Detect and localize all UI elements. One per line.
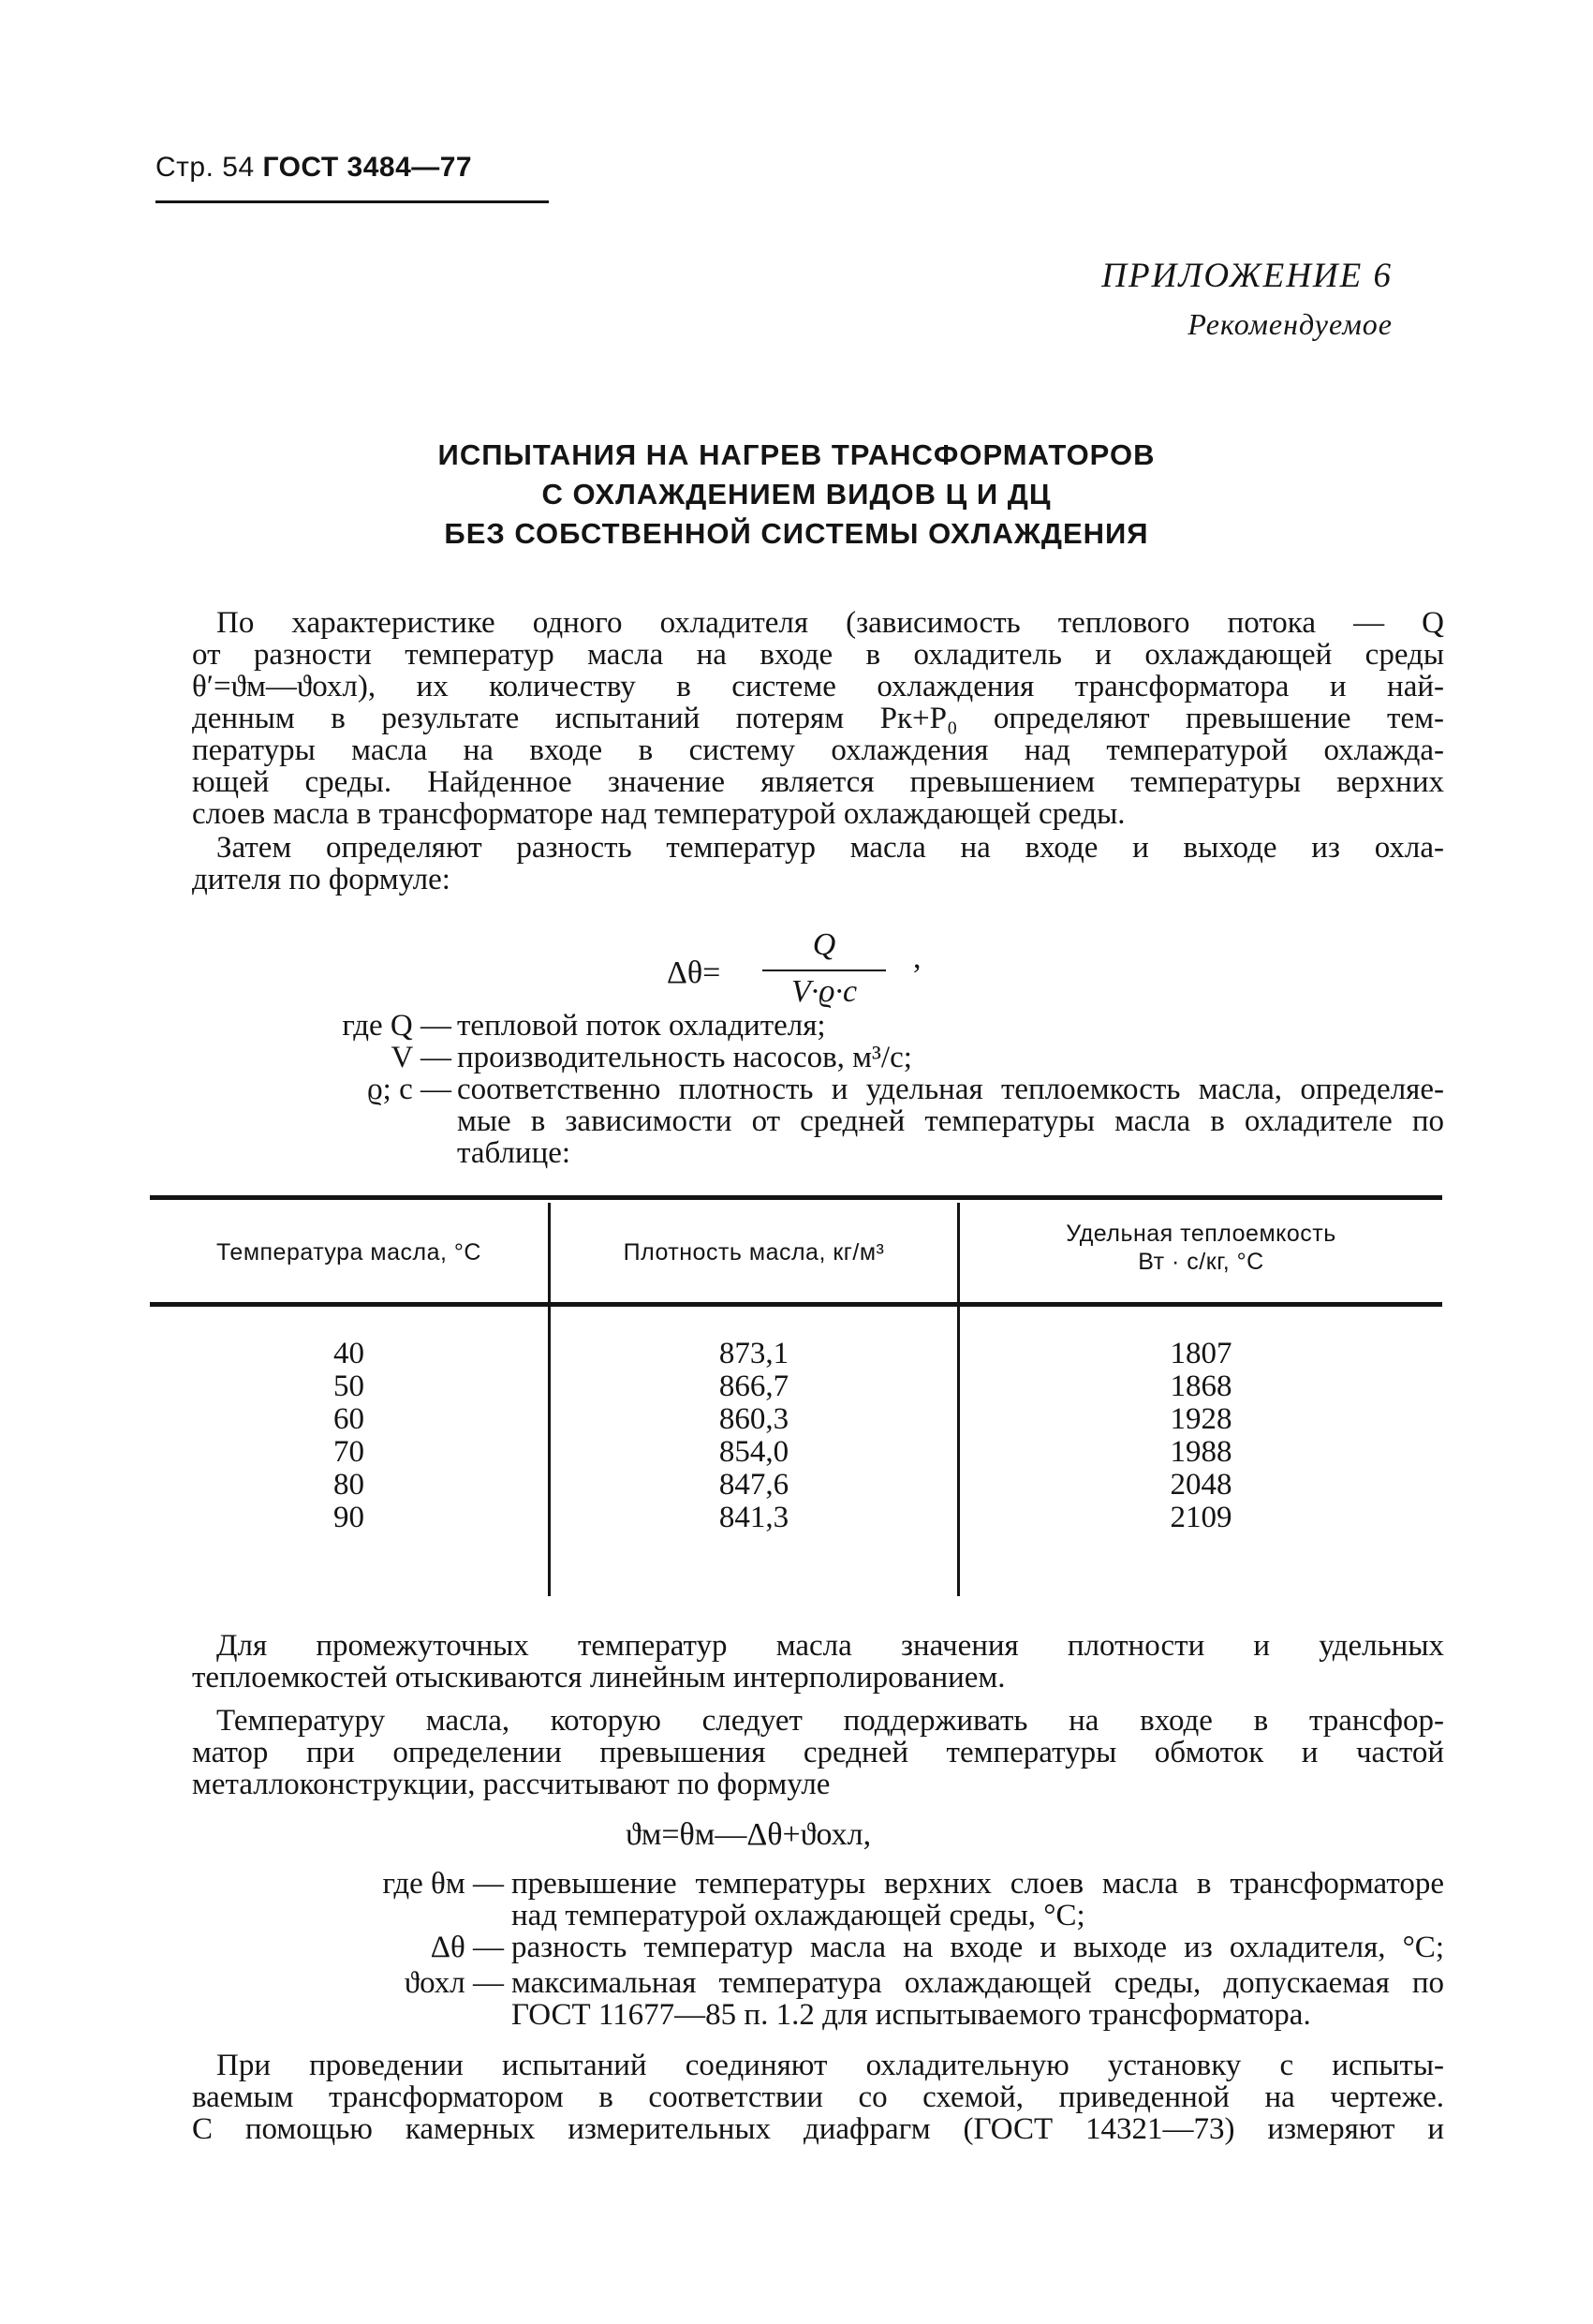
where-row <box>155 1999 1444 2031</box>
where-symbol: где θм — <box>382 1867 504 1901</box>
where-text: таблице: <box>457 1136 571 1170</box>
text-line: При проведении испытаний соединяют охладительную установку с испыты- <box>216 2049 1444 2082</box>
where-row <box>155 1010 1444 1042</box>
where-text: разность температур масла на входе и выходе из охладителя, °С; <box>511 1931 1444 1964</box>
where-symbol: где Q — <box>342 1009 451 1043</box>
text-line: металлоконструкции, рассчитывают по формуле <box>192 1768 831 1801</box>
formula-2: ϑм=θм—Δθ+ϑохл, <box>626 1817 872 1852</box>
where-text: над температурой охлаждающей среды, °С; <box>511 1899 1085 1932</box>
table-cell: 873,1 <box>718 1337 789 1370</box>
text-line: По характеристике одного охладителя (зависимость теплового потока — Q <box>216 606 1444 640</box>
where-list-2 <box>155 1868 1444 2031</box>
table-cell: 70 <box>333 1435 364 1469</box>
text-line: С помощью камерных измерительных диафрагм (ГОСТ 14321—73) измеряют и <box>192 2112 1444 2146</box>
text-line: Для промежуточных температур масла значения плотности и удельных <box>216 1629 1444 1663</box>
table-header-rule <box>150 1302 1442 1307</box>
table-cell: 854,0 <box>718 1435 789 1469</box>
table-header-density: Плотность масла, кг/м³ <box>623 1239 885 1266</box>
text-line: денным в результате испытаний потерям Pк+P₀ определяют превышение тем- <box>192 702 1444 735</box>
text-line: слоев масла в трансформаторе над температурой охлаждающей среды. <box>192 797 1126 831</box>
text-line: Затем определяют разность температур масла на входе и выходе из охла- <box>216 831 1444 865</box>
table-cell: 60 <box>333 1402 364 1436</box>
where-row <box>155 1868 1444 1900</box>
table-header-temperature: Температура масла, °С <box>216 1239 481 1266</box>
standard-number: ГОСТ 3484—77 <box>262 152 473 183</box>
paragraph-5 <box>192 2050 1444 2145</box>
table-cell: 2048 <box>1170 1468 1232 1502</box>
table-header-line: Удельная теплоемкость <box>1066 1221 1336 1247</box>
page-header <box>155 152 472 184</box>
formula-tail: , <box>913 940 922 975</box>
appendix-status: Рекомендуемое <box>1187 307 1393 341</box>
page-number: Стр. 54 <box>155 152 255 183</box>
table-cell: 40 <box>333 1337 364 1370</box>
where-row <box>155 1137 1444 1169</box>
paragraph-3 <box>192 1630 1444 1694</box>
table-cell: 1807 <box>1170 1337 1232 1370</box>
text-line: ваемым трансформатором в соответствии со схемой, приведенной на чертеже. <box>192 2080 1444 2114</box>
table-cell: 847,6 <box>718 1468 789 1502</box>
table-cell: 860,3 <box>718 1402 789 1436</box>
where-symbol: V — <box>391 1041 451 1074</box>
where-symbol: Δθ — <box>430 1931 504 1964</box>
where-text: максимальная температура охлаждающей среды, допускаемая по <box>511 1966 1444 2000</box>
table-cell: 841,3 <box>718 1501 789 1534</box>
appendix-title: ПРИЛОЖЕНИЕ 6 <box>1101 257 1393 295</box>
table-cell: 90 <box>333 1501 364 1534</box>
table-cell: 1868 <box>1170 1369 1232 1403</box>
text-line: матор при определении превышения средней температуры обмоток и частой <box>192 1736 1444 1769</box>
where-symbol: ϱ; c — <box>366 1073 451 1106</box>
table-cell: 80 <box>333 1468 364 1502</box>
where-text: мые в зависимости от средней температуры масла в охладителе по <box>457 1104 1444 1138</box>
table-cell: 1988 <box>1170 1435 1232 1469</box>
table-top-rule <box>150 1195 1442 1200</box>
table-cell: 2109 <box>1170 1501 1232 1534</box>
table-header-heat-capacity <box>960 1220 1442 1276</box>
where-row <box>155 1967 1444 1999</box>
where-row <box>155 1073 1444 1105</box>
table-column-density <box>551 1338 957 1534</box>
formula-denominator: V·ϱ·c <box>790 974 858 1009</box>
where-row <box>155 1932 1444 1967</box>
text-line: от разности температур масла на входе в охладитель и охлаждающей среды <box>192 638 1444 672</box>
paragraph-1 <box>192 607 1444 830</box>
header-rule <box>155 200 549 203</box>
fraction-bar <box>762 970 886 971</box>
table-cell: 1928 <box>1170 1402 1232 1436</box>
where-text: превышение температуры верхних слоев масла в трансформаторе <box>511 1867 1444 1901</box>
paragraph-2 <box>192 832 1444 896</box>
section-title-line: С ОХЛАЖДЕНИЕМ ВИДОВ Ц И ДЦ <box>541 478 1052 511</box>
text-line: теплоемкостей отыскиваются линейным интерполированием. <box>192 1661 1006 1695</box>
where-text: ГОСТ 11677—85 п. 1.2 для испытываемого трансформатора. <box>511 1998 1311 2032</box>
text-line: пературы масла на входе в систему охлаждения над температурой охлажда- <box>192 733 1444 767</box>
where-text: производительность насосов, м³/с; <box>457 1041 912 1074</box>
table-cell: 50 <box>333 1369 364 1403</box>
where-list-1 <box>155 1010 1444 1169</box>
where-row <box>155 1042 1444 1073</box>
where-symbol: ϑохл — <box>404 1966 504 2000</box>
formula-lhs: Δθ= <box>667 955 721 990</box>
section-title <box>0 436 1593 554</box>
text-line: θ′=ϑм—ϑохл), их количеству в системе охлаждения трансформатора и най- <box>192 670 1444 703</box>
where-row <box>155 1105 1444 1137</box>
paragraph-4 <box>192 1705 1444 1800</box>
formula-numerator: Q <box>812 927 836 962</box>
section-title-line: ИСПЫТАНИЯ НА НАГРЕВ ТРАНСФОРМАТОРОВ <box>437 438 1156 471</box>
text-line: дителя по формуле: <box>192 863 450 896</box>
text-line: ющей среды. Найденное значение является превышением температуры верхних <box>192 765 1444 799</box>
text-line: Температуру масла, которую следует поддерживать на входе в трансфор- <box>216 1704 1444 1738</box>
where-text: соответственно плотность и удельная теплоемкость масла, определяе- <box>457 1073 1444 1106</box>
where-row <box>155 1900 1444 1932</box>
section-title-line: БЕЗ СОБСТВЕННОЙ СИСТЕМЫ ОХЛАЖДЕНИЯ <box>444 517 1149 550</box>
table-column-temperature <box>150 1338 548 1534</box>
where-text: тепловой поток охладителя; <box>457 1009 826 1043</box>
table-header-line: Вт · с/кг, °С <box>1138 1249 1264 1275</box>
table-column-heat-capacity <box>960 1338 1442 1534</box>
table-cell: 866,7 <box>718 1369 789 1403</box>
